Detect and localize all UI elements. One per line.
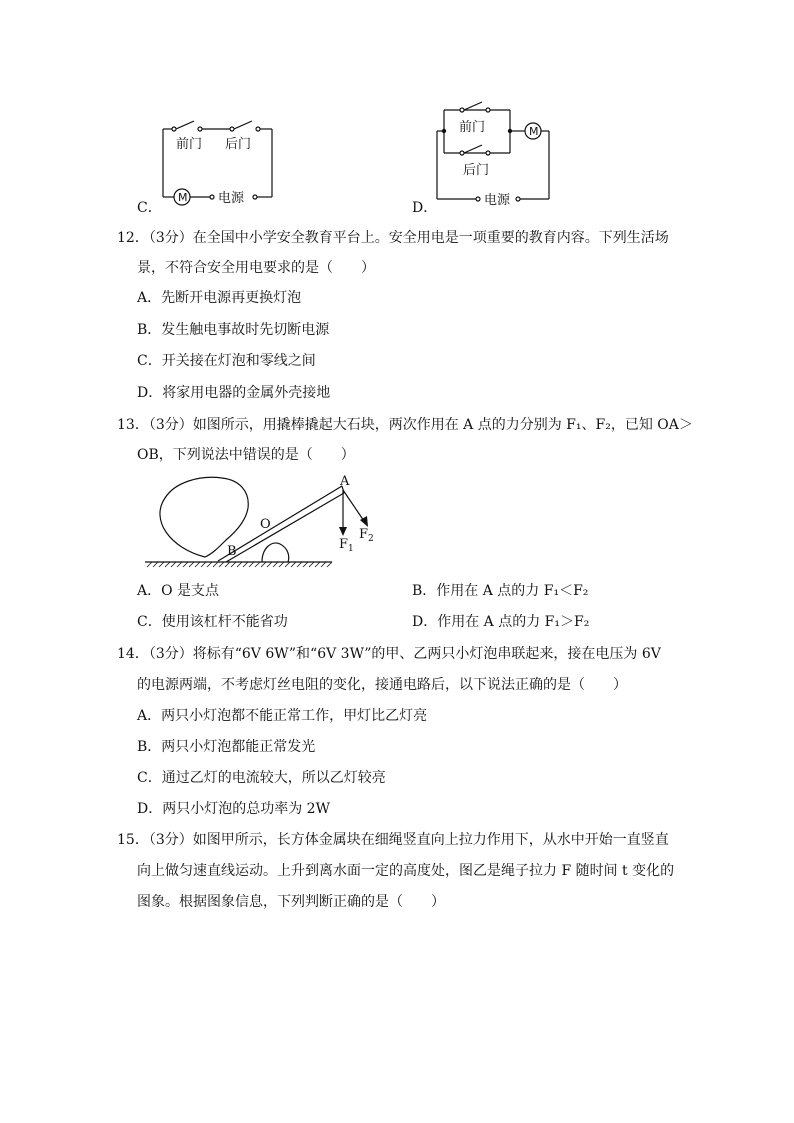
- q13-option-c[interactable]: C．使用该杠杆不能省功: [137, 614, 288, 630]
- f2-arrow-line: [343, 490, 364, 521]
- lever-bar-upper: [226, 493, 344, 562]
- option-c-motor-label: M: [178, 191, 188, 204]
- q15-stem-line3: 图象。根据图象信息，下列判断正确的是（ ）: [137, 894, 445, 910]
- label-b: B: [227, 544, 237, 559]
- q12-stem-line1: 12．（3分）在全国中小学安全教育平台上。安全用电是一项重要的教育内容。下列生活场: [117, 230, 669, 246]
- option-c-front-door-label: 前门: [176, 137, 203, 152]
- q14-option-c[interactable]: C．通过乙灯的电流较大，所以乙灯较亮: [137, 770, 386, 786]
- q14-option-d[interactable]: D．两只小灯泡的总功率为 2W: [137, 801, 330, 817]
- option-d-letter[interactable]: D．: [412, 200, 438, 216]
- q14-option-a[interactable]: A．两只小灯泡都不能正常工作，甲灯比乙灯亮: [137, 708, 428, 724]
- label-a: A: [340, 474, 350, 489]
- q12-option-d[interactable]: D．将家用电器的金属外壳接地: [137, 385, 331, 401]
- option-d-back-door-label: 后门: [463, 163, 490, 178]
- option-c-back-door-label: 后门: [225, 137, 252, 152]
- fulcrum-rock: [262, 543, 289, 562]
- label-f1: $F_1$: [339, 537, 354, 554]
- option-d-motor-label: M: [529, 125, 539, 138]
- q15-stem-line2: 向上做匀速直线运动。上升到离水面一定的高度处，图乙是绳子拉力 F 随时间 t 变化的: [137, 863, 675, 879]
- f1-arrow-head: [339, 527, 347, 536]
- q14-option-b[interactable]: B．两只小灯泡都能正常发光: [137, 739, 316, 755]
- label-o: O: [260, 517, 271, 532]
- q12-option-a[interactable]: A．先断开电源再更换灯泡: [137, 290, 302, 306]
- q12-option-b[interactable]: B．发生触电事故时先切断电源: [137, 322, 330, 338]
- q13-option-a[interactable]: A．O 是支点: [137, 583, 220, 599]
- option-c-letter[interactable]: C．: [137, 200, 162, 216]
- option-c-power-label: 电源: [218, 191, 245, 206]
- lever-bar-lower: [218, 486, 342, 561]
- option-d-front-door-label: 前门: [459, 120, 486, 135]
- label-f2: $F_2$: [359, 527, 374, 544]
- q14-stem-line2: 的电源两端，不考虑灯丝电阻的变化，接通电路后，以下说法正确的是（ ）: [137, 677, 627, 693]
- q12-stem-line2: 景，不符合安全用电要求的是（ ）: [137, 260, 375, 276]
- option-d-power-label: 电源: [484, 193, 511, 208]
- q13-stem-line1: 13．（3分）如图所示，用撬棒撬起大石块，两次作用在 A 点的力分别为 F₁、F₂，已知 OA＞: [117, 417, 693, 433]
- q13-option-d[interactable]: D．作用在 A 点的力 F₁＞F₂: [412, 614, 590, 630]
- q13-stem-line2: OB，下列说法中错误的是（ ）: [137, 447, 355, 463]
- q12-option-c[interactable]: C．开关接在灯泡和零线之间: [137, 353, 316, 369]
- q14-stem-line1: 14．（3分）将标有“6V 6W”和“6V 3W”的甲、乙两只小灯泡串联起来，接在电压为 6V: [117, 646, 661, 662]
- q15-stem-line1: 15．（3分）如图甲所示，长方体金属块在细绳竖直向上拉力作用下，从水中开始一直竖直: [117, 832, 669, 848]
- q13-option-b[interactable]: B．作用在 A 点的力 F₁＜F₂: [412, 583, 589, 599]
